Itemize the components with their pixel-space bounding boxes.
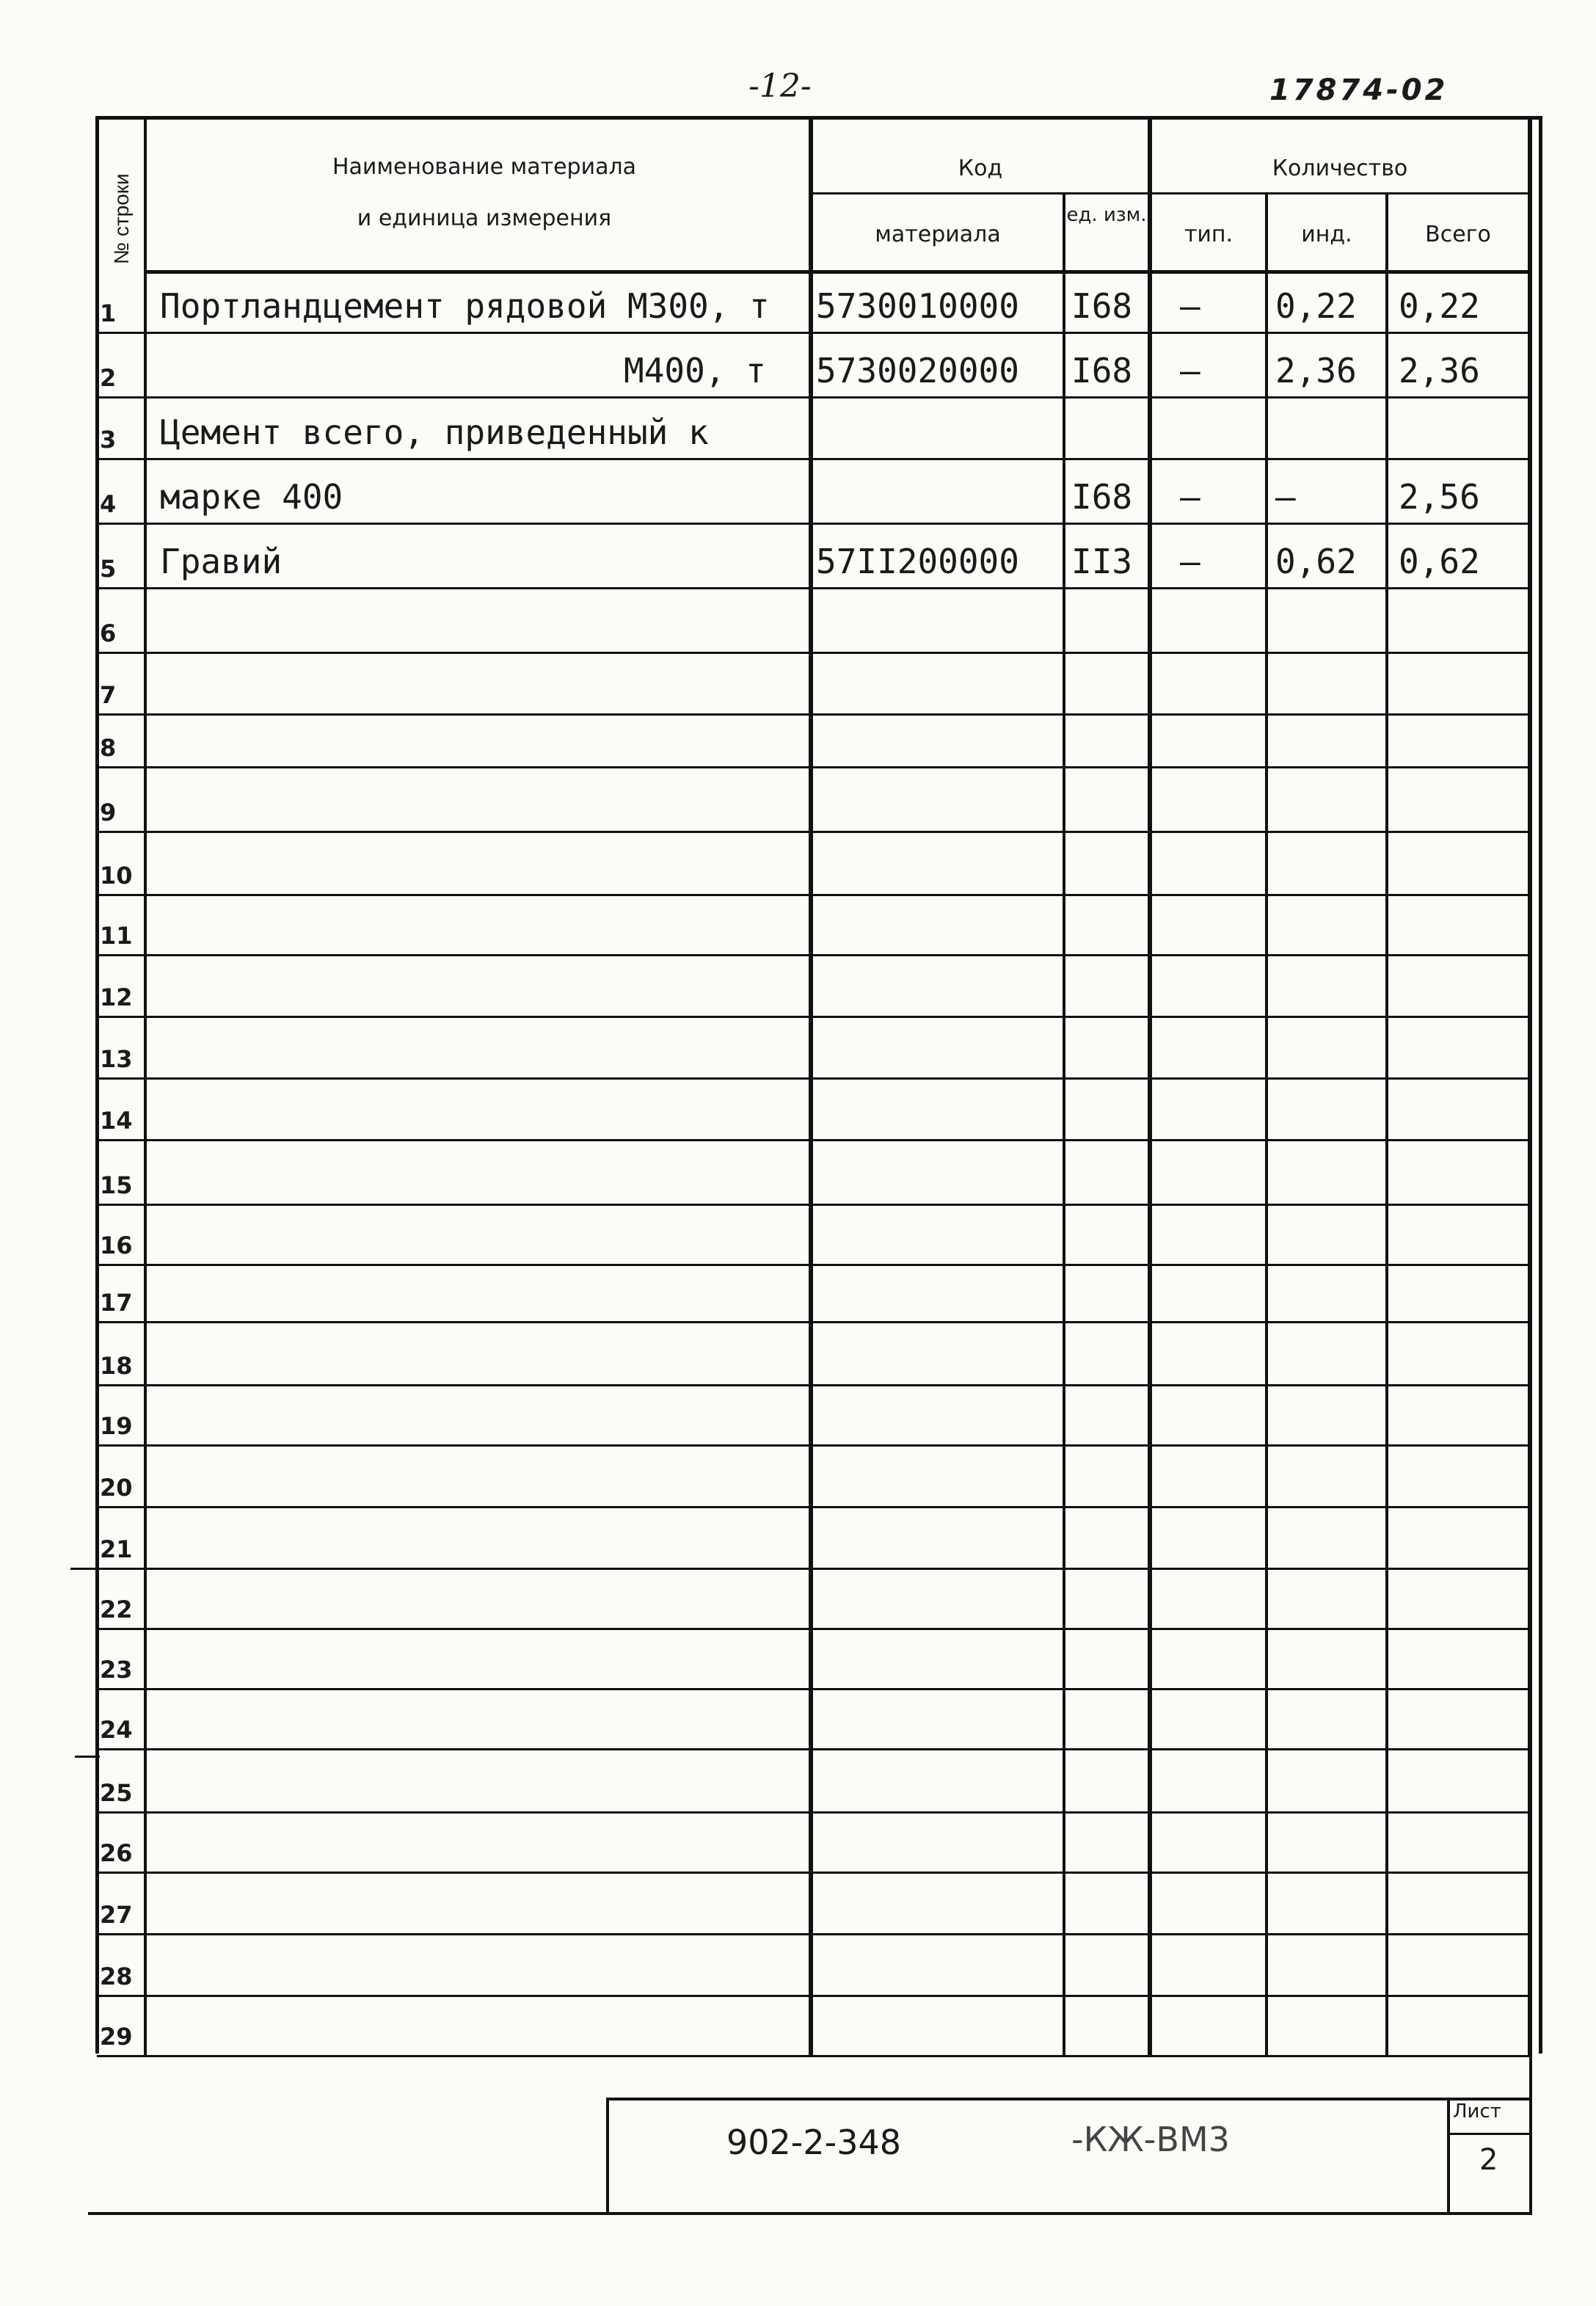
row-qty-ind: 0,22 [1275,286,1357,326]
row-line [97,1811,1531,1814]
row-line [97,831,1531,833]
row-name: Гравий [160,542,283,581]
page-margin-tick-1 [70,1568,100,1570]
row-number: 19 [100,1412,133,1440]
row-line [97,1384,1531,1386]
header-code-material: материала [875,222,1001,247]
stamp-left-line [606,2098,609,2215]
row-name: Портландцемент рядовой М300, т [160,286,770,326]
row-line [97,1077,1531,1080]
col-divider-right [1528,116,1532,2057]
stamp-right-line [1529,2055,1532,2215]
row-number: 27 [100,1901,133,1929]
row-qty-ind: 0,62 [1275,542,1357,581]
row-number: 15 [100,1171,133,1199]
header-qty-typ: тип. [1184,222,1234,247]
row-line [97,1204,1531,1206]
stamp-sheet-divider [1447,2098,1450,2215]
row-material-code: 5730010000 [816,286,1019,326]
col-divider-typ [1265,192,1268,2057]
row-unit-code: II3 [1071,542,1133,581]
stamp-top-line [609,2098,1532,2101]
col-divider-code [1063,192,1065,2057]
row-qty-ind: 2,36 [1275,351,1357,390]
row-line [97,652,1531,654]
row-number: 16 [100,1232,133,1259]
row-number: 11 [100,922,133,950]
row-line [97,954,1531,956]
row-line [97,332,1531,334]
stamp-sheet-number: 2 [1479,2143,1498,2177]
row-number: 2 [100,364,117,392]
row-number: 4 [100,490,117,518]
row-qty-typ: – [1180,286,1200,326]
row-number: 14 [100,1107,133,1135]
row-number: 25 [100,1779,133,1807]
page-number: -12- [748,68,812,105]
row-qty-typ: – [1180,477,1200,517]
row-number: 23 [100,1656,133,1684]
row-qty-typ: – [1180,351,1200,390]
row-line [97,396,1531,399]
row-name: Цемент всего, приведенный к [160,412,709,452]
row-line [97,587,1531,589]
row-qty-total: 0,22 [1399,286,1480,326]
row-line [97,2055,1531,2057]
header-code: Код [958,156,1003,181]
row-number: 12 [100,983,133,1011]
row-number: 18 [100,1352,133,1380]
row-line [97,1995,1531,1997]
row-line [97,1506,1531,1508]
row-line [97,1568,1531,1570]
col-divider-unit [1148,116,1152,2057]
header-bottom [144,270,1531,274]
row-line [97,523,1531,525]
row-number: 9 [100,799,117,826]
row-number: 7 [100,681,117,709]
header-qty-total: Всего [1425,222,1491,247]
row-line [97,458,1531,460]
row-number: 8 [100,734,117,762]
header-row-number: № строки [110,173,133,264]
header-subline [809,192,1531,194]
row-line [97,1933,1531,1935]
row-number: 1 [100,299,117,327]
row-line [97,1748,1531,1750]
row-line [97,1688,1531,1690]
header-quantity: Количество [1272,156,1408,181]
row-number: 21 [100,1535,133,1563]
stamp-sheet-subline [1447,2133,1532,2135]
row-number: 3 [100,426,117,454]
row-unit-code: I68 [1071,351,1133,390]
row-number: 5 [100,555,117,583]
row-qty-typ: – [1180,542,1200,581]
row-number: 10 [100,862,133,890]
col-divider-name [809,116,813,2057]
row-unit-code: I68 [1071,477,1133,517]
row-line [97,1628,1531,1630]
col-divider-rowno [144,116,147,2057]
row-qty-total: 2,56 [1399,477,1480,517]
stamp-section-code: -КЖ-ВМ3 [1071,2120,1230,2159]
row-unit-code: I68 [1071,286,1133,326]
row-line [97,713,1531,716]
header-code-unit: ед. изм. [1066,204,1147,226]
row-number: 22 [100,1596,133,1623]
col-divider-ind [1385,192,1388,2057]
page-margin-tick-2 [75,1756,100,1758]
row-number: 17 [100,1289,133,1317]
row-number: 28 [100,1963,133,1990]
row-number: 6 [100,619,117,647]
row-material-code: 57II200000 [816,542,1019,581]
row-qty-ind: – [1275,477,1296,517]
row-number: 24 [100,1716,133,1744]
materials-table [95,116,1542,2054]
row-name: М400, т [624,351,766,390]
header-name-line2: и единица измерения [357,205,612,231]
row-number: 20 [100,1474,133,1502]
row-material-code: 5730020000 [816,351,1019,390]
row-line [97,1872,1531,1874]
row-line [97,1264,1531,1266]
row-line [97,1016,1531,1018]
page-bottom-line [88,2212,1532,2215]
row-qty-total: 2,36 [1399,351,1480,390]
row-line [97,894,1531,896]
row-line [97,1321,1531,1323]
row-line [97,766,1531,768]
row-line [97,1139,1531,1141]
header-name-line1: Наименование материала [332,154,637,180]
row-number: 29 [100,2023,133,2051]
row-number: 13 [100,1045,133,1073]
stamp-sheet-label: Лист [1453,2101,1501,2123]
document-code: 17874-02 [1269,73,1449,107]
row-name: марке 400 [160,477,343,517]
row-line [97,1444,1531,1447]
header-qty-ind: инд. [1301,222,1352,247]
stamp-project-code: 902-2-348 [726,2123,902,2162]
row-qty-total: 0,62 [1399,542,1480,581]
row-number: 26 [100,1839,133,1867]
